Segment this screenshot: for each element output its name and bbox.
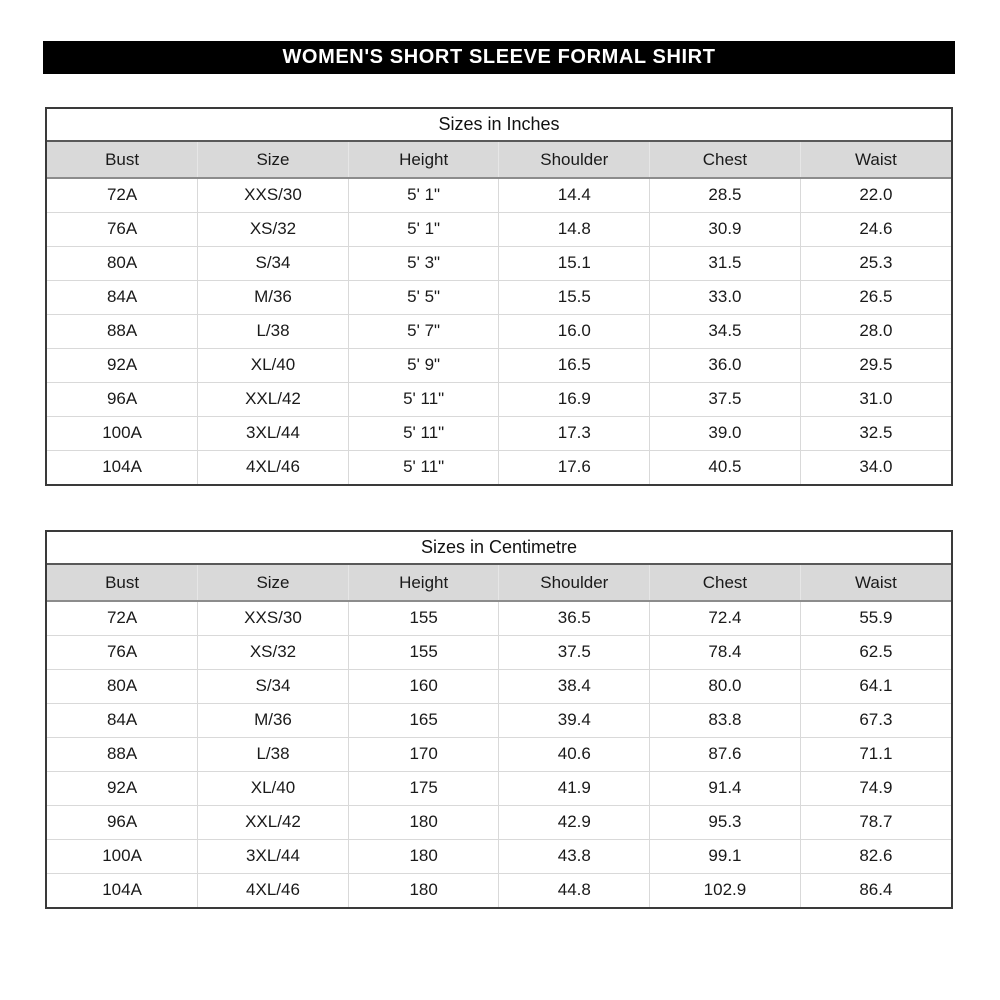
table-cell: 31.5 [650,246,801,280]
table-cell: 180 [348,805,499,839]
table-cell: 80A [47,669,198,703]
table-cell: 44.8 [499,873,650,907]
table-cell: 95.3 [650,805,801,839]
table-cell: 88A [47,737,198,771]
table-cell: 86.4 [800,873,951,907]
table-header [47,565,951,601]
table-cell: 80A [47,246,198,280]
table-cell: 43.8 [499,839,650,873]
table-row [47,669,951,703]
size-table-centimetre [45,530,953,909]
table-cell: 84A [47,703,198,737]
table-row [47,839,951,873]
table-cell: 22.0 [800,178,951,212]
table-cell: 4XL/46 [198,873,349,907]
table-cell: 165 [348,703,499,737]
table-cell: 96A [47,382,198,416]
table-cell: 155 [348,601,499,635]
table-cell: 80.0 [650,669,801,703]
table-cell: XXL/42 [198,805,349,839]
table-body [47,178,951,484]
table-cell: 155 [348,635,499,669]
table-cell: 37.5 [650,382,801,416]
table-cell: 39.0 [650,416,801,450]
table-row [47,246,951,280]
table-cell: 5' 7" [348,314,499,348]
table-cell: 5' 11" [348,416,499,450]
table-cell: 5' 11" [348,450,499,484]
table-cell: 5' 11" [348,382,499,416]
table-cell: 104A [47,450,198,484]
column-header: Chest [650,142,801,178]
table-row [47,601,951,635]
table-cell: XL/40 [198,348,349,382]
table-cell: 100A [47,839,198,873]
table-row [47,703,951,737]
table-cell: 62.5 [800,635,951,669]
table-cell: 17.3 [499,416,650,450]
table-cell: 3XL/44 [198,416,349,450]
table-cell: 41.9 [499,771,650,805]
column-header: Bust [47,142,198,178]
table-cell: XS/32 [198,212,349,246]
table-row [47,212,951,246]
table-cell: 36.5 [499,601,650,635]
table-cell: 84A [47,280,198,314]
table-cell: 15.5 [499,280,650,314]
table-cell: 104A [47,873,198,907]
table-cell: 170 [348,737,499,771]
table-cell: 5' 1" [348,178,499,212]
table-cell: 76A [47,212,198,246]
size-chart-inches-table [47,142,951,484]
table-cell: 4XL/46 [198,450,349,484]
table-cell: 5' 9" [348,348,499,382]
table-cell: 42.9 [499,805,650,839]
table-cell: 37.5 [499,635,650,669]
column-header: Waist [800,565,951,601]
table-body [47,601,951,907]
table-cell: 26.5 [800,280,951,314]
size-table-inches [45,107,953,486]
table-row [47,771,951,805]
table-row [47,450,951,484]
table-cell: 16.5 [499,348,650,382]
table-cell: 71.1 [800,737,951,771]
table-cell: 29.5 [800,348,951,382]
table-title-centimetre: Sizes in Centimetre [47,532,951,565]
table-cell: S/34 [198,246,349,280]
table-cell: 40.6 [499,737,650,771]
table-cell: 16.9 [499,382,650,416]
table-row [47,873,951,907]
table-cell: 64.1 [800,669,951,703]
table-cell: 40.5 [650,450,801,484]
table-cell: 31.0 [800,382,951,416]
table-row [47,178,951,212]
table-cell: XXL/42 [198,382,349,416]
table-cell: 82.6 [800,839,951,873]
table-cell: 5' 3" [348,246,499,280]
column-header: Bust [47,565,198,601]
table-cell: 5' 5" [348,280,499,314]
table-cell: 180 [348,839,499,873]
table-row [47,737,951,771]
table-cell: 99.1 [650,839,801,873]
table-cell: XXS/30 [198,178,349,212]
table-cell: S/34 [198,669,349,703]
table-cell: M/36 [198,703,349,737]
table-cell: 160 [348,669,499,703]
column-header: Shoulder [499,142,650,178]
table-cell: 36.0 [650,348,801,382]
table-cell: 16.0 [499,314,650,348]
table-cell: 28.5 [650,178,801,212]
table-cell: 92A [47,771,198,805]
table-header [47,142,951,178]
table-cell: 72A [47,601,198,635]
column-header: Waist [800,142,951,178]
column-header: Height [348,142,499,178]
table-cell: 3XL/44 [198,839,349,873]
table-cell: 88A [47,314,198,348]
table-cell: 87.6 [650,737,801,771]
table-cell: L/38 [198,737,349,771]
table-cell: 38.4 [499,669,650,703]
table-cell: 100A [47,416,198,450]
table-cell: 5' 1" [348,212,499,246]
table-cell: 28.0 [800,314,951,348]
column-header: Chest [650,565,801,601]
header-row [47,565,951,601]
table-cell: 34.0 [800,450,951,484]
size-chart-centimetre-table [47,565,951,907]
table-cell: 67.3 [800,703,951,737]
table-cell: 25.3 [800,246,951,280]
table-cell: 32.5 [800,416,951,450]
column-header: Height [348,565,499,601]
table-cell: 96A [47,805,198,839]
column-header: Size [198,565,349,601]
table-cell: 102.9 [650,873,801,907]
table-cell: 55.9 [800,601,951,635]
table-row [47,314,951,348]
table-cell: L/38 [198,314,349,348]
table-cell: 74.9 [800,771,951,805]
table-cell: 72.4 [650,601,801,635]
table-cell: 15.1 [499,246,650,280]
table-cell: XS/32 [198,635,349,669]
table-row [47,348,951,382]
table-row [47,805,951,839]
table-cell: 14.4 [499,178,650,212]
table-row [47,635,951,669]
table-cell: 39.4 [499,703,650,737]
table-cell: 30.9 [650,212,801,246]
table-row [47,280,951,314]
table-cell: M/36 [198,280,349,314]
table-row [47,416,951,450]
table-cell: 91.4 [650,771,801,805]
table-cell: 72A [47,178,198,212]
table-cell: 78.4 [650,635,801,669]
table-cell: 17.6 [499,450,650,484]
column-header: Shoulder [499,565,650,601]
table-cell: XXS/30 [198,601,349,635]
table-cell: 33.0 [650,280,801,314]
table-cell: 180 [348,873,499,907]
header-row [47,142,951,178]
table-cell: 92A [47,348,198,382]
table-cell: 24.6 [800,212,951,246]
table-cell: 76A [47,635,198,669]
table-cell: 83.8 [650,703,801,737]
table-cell: 175 [348,771,499,805]
table-cell: XL/40 [198,771,349,805]
table-title-inches: Sizes in Inches [47,109,951,142]
table-row [47,382,951,416]
table-cell: 14.8 [499,212,650,246]
table-cell: 34.5 [650,314,801,348]
product-title-banner: WOMEN'S SHORT SLEEVE FORMAL SHIRT [43,41,955,74]
table-cell: 78.7 [800,805,951,839]
column-header: Size [198,142,349,178]
